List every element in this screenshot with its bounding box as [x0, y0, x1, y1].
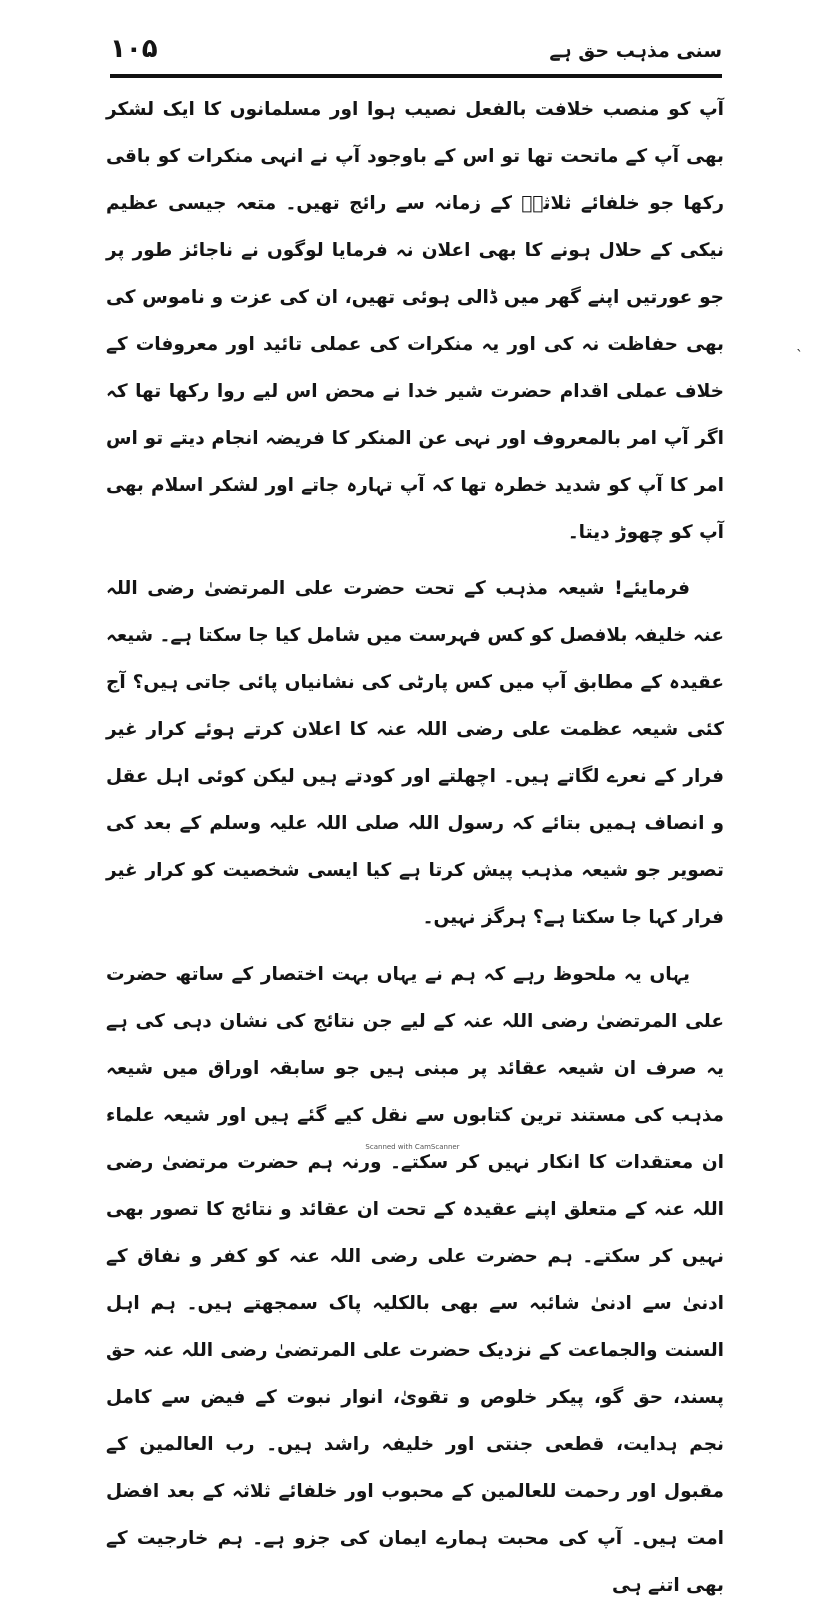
- running-title: سنی مذہب حق ہے: [549, 40, 722, 62]
- paragraph-1: آپ کو منصب خلافت بالفعل نصیب ہوا اور مسلمانوں کا ایک لشکر بھی آپ کے ماتحت تھا تو اس کے باوجود آپ نے انہی منکرات کو باقی رکھا جو خلفائے ثلاثہؓ کے زمانہ سے رائج تھیں۔ متعہ جیسی عظیم نیکی کے حلال ہونے کا بھی اعلان نہ فرمایا لوگوں نے ناجائز طور پر جو عورتیں اپنے گھر میں ڈالی ہوئی تھیں، ان کی عزت و ناموس کی بھی حفاظت نہ کی اور یہ منکرات کی عملی تائید اور معروفات کے خلاف عملی اقدام حضرت شیر خدا نے محض اس لیے روا رکھا تھا کہ اگر آپ امر بالمعروف اور نہی عن المنکر کا فریضہ انجام دیتے تو اس امر کا آپ کو شدید خطرہ تھا کہ آپ تہارہ جاتے اور لشکر اسلام بھی آپ کو چھوڑ دیتا۔: [106, 99, 724, 543]
- paragraph-3: یہاں یہ ملحوظ رہے کہ ہم نے یہاں بہت اختصار کے ساتھ حضرت علی المرتضیٰ رضی اللہ عنہ کے لیے جن نتائج کی نشان دہی کی ہے یہ صرف ان شیعہ عقائد پر مبنی ہیں جو سابقہ اوراق میں شیعہ مذہب کی مستند ترین کتابوں سے نقل کیے گئے ہیں اور شیعہ علماء ان معتقدات کا انکار نہیں کر سکتے۔ ورنہ ہم حضرت مرتضیٰ رضی اللہ عنہ کے متعلق اپنے عقیدہ کے تحت ان عقائد و نتائج کا تصور بھی نہیں کر سکتے۔ ہم حضرت علی رضی اللہ عنہ کو کفر و نفاق کے ادنیٰ سے ادنیٰ شائبہ سے بھی بالکلیہ پاک سمجھتے ہیں۔ ہم اہل السنت والجماعت کے نزدیک حضرت علی المرتضیٰ رضی اللہ عنہ حق پسند، حق گو، پیکر خلوص و تقویٰ، انوار نبوت کے فیض سے کامل نجم ہدایت، قطعی جنتی اور خلیفہ راشد ہیں۔ رب العالمین کے مقبول اور رحمت للعالمین کے محبوب اور خلفائے ثلاثہ کے بعد افضل امت ہیں۔ آپ کی محبت ہمارے ایمان کی جزو ہے۔ ہم خارجیت کے بھی اتنے ہی: [106, 964, 724, 1596]
- page-number: ١٠۵: [110, 34, 158, 64]
- paragraph-2: فرمایئے! شیعہ مذہب کے تحت حضرت علی المرتضیٰ رضی اللہ عنہ خلیفہ بلافصل کو کس فہرست میں شامل کیا جا سکتا ہے۔ شیعہ عقیدہ کے مطابق آپ میں کس پارٹی کی نشانیاں پائی جاتی ہیں؟ آج کئی شیعہ عظمت علی رضی اللہ عنہ کا اعلان کرتے ہوئے کرار غیر فرار کے نعرے لگاتے ہیں۔ اچھلتے اور کودتے ہیں لیکن کوئی اہل عقل و انصاف ہمیں بتائے کہ رسول اللہ صلی اللہ علیہ وسلم کے بعد کی تصویر جو شیعہ مذہب پیش کرتا ہے کیا ایسی شخصیت کو کرار غیر فرار کہا جا سکتا ہے؟ ہرگز نہیں۔: [106, 578, 724, 928]
- header-rule: [110, 74, 722, 78]
- body-text: [106, 86, 724, 1618]
- scan-edge-mark: ˎ: [796, 336, 803, 352]
- page-header: [110, 30, 722, 74]
- scanner-watermark: Scanned with CamScanner: [365, 1143, 460, 1151]
